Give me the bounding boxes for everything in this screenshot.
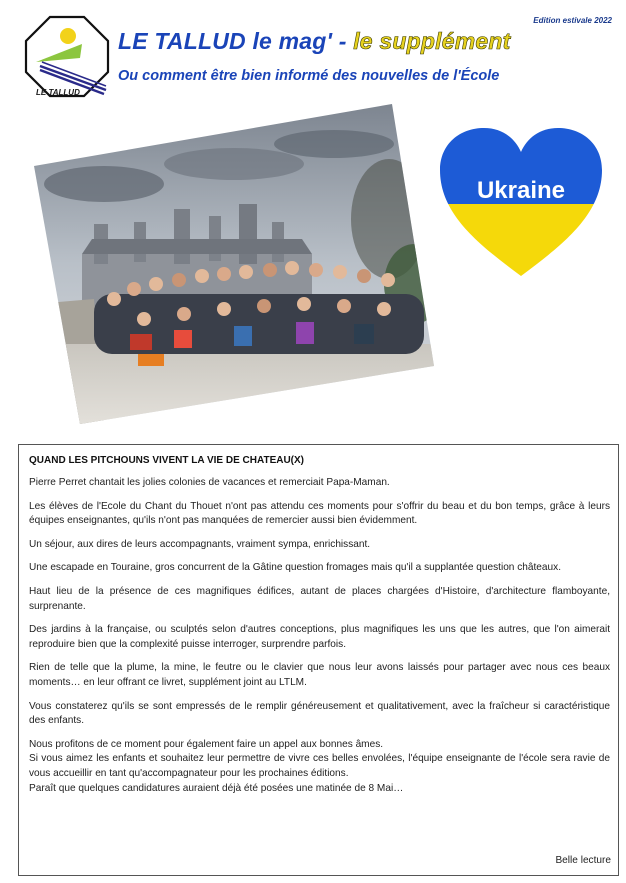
ukraine-label: Ukraine — [476, 177, 566, 204]
article-paragraph: Une escapade en Touraine, gros concurrent de la Gâtine question fromages mais qu'il a supplantée question châteaux. — [29, 562, 562, 574]
article-closing-line: Si vous aimez les enfants et souhaitez leur permettre de vivre ces belles envolées, l'équipe enseignante de l'école sera ravie de vous accueillir en tant qu'accompagnateur pour les prochaines éditions. — [29, 753, 610, 779]
magazine-title — [118, 28, 618, 55]
group-photo — [34, 104, 434, 424]
article-closing-line: Nous profitons de ce moment pour également faire un appel aux bonnes âmes. — [29, 738, 384, 750]
article-paragraph: Rien de telle que la plume, la mine, le feutre ou le clavier que nous leur avons laissés pour partager avec nous ces beaux moments… en leur offrant ce livret, supplément joint au LTLM. — [29, 662, 610, 688]
title-supplement: le supplément — [353, 28, 511, 54]
article-paragraph: Haut lieu de la présence de ces magnifiques édifices, autant de places chargées d'Histoire, d'architecture flamboyante, surprenante. — [29, 585, 610, 612]
edition-label: Edition estivale 2022 — [533, 16, 612, 25]
magazine-subtitle: Ou comment être bien informé des nouvelles de l'École — [118, 68, 500, 84]
article-paragraph: Des jardins à la française, ou sculptés selon d'autres conceptions, plus magnifiques les uns que les autres, que l'on aimerait reproduire bien que la complexité puisse interroger, surprendre parfois. — [29, 624, 610, 650]
article-paragraph: Pierre Perret chantait les jolies colonies de vacances et remerciait Papa-Maman. — [29, 477, 390, 488]
ukraine-heart — [438, 126, 604, 278]
title-main: LE TALLUD le mag' - — [118, 28, 354, 54]
heart-bottom-yellow — [438, 204, 604, 278]
article-paragraph: Les élèves de l'Ecole du Chant du Thouet n'ont pas attendu ces moments pour s'offrir du beau et du bon temps, grâce à leurs équipes enseignantes, qu'ils n'ont pas manquées de remercier aussi bien évidemment. — [29, 500, 610, 527]
sun-icon — [60, 28, 76, 44]
article-paragraph: Un séjour, aux dires de leurs accompagnants, vraiment sympa, enrichissant. — [29, 538, 371, 550]
article-signoff: Belle lecture — [555, 855, 611, 867]
article-box — [18, 444, 619, 876]
article-paragraph: Vous constaterez qu'ils se sont empressés de le remplir généreusement et qualitativement, avec la fraîcheur si caractéristique des enfants. — [29, 700, 610, 727]
article-closing-line: Paraît que quelques candidatures auraient déjà été posées une matinée de 8 Mai… — [29, 782, 404, 794]
article-heading: QUAND LES PITCHOUNS VIVENT LA VIE DE CHATEAU(X) — [29, 455, 305, 466]
logo-label: LE TALLUD — [36, 88, 80, 97]
